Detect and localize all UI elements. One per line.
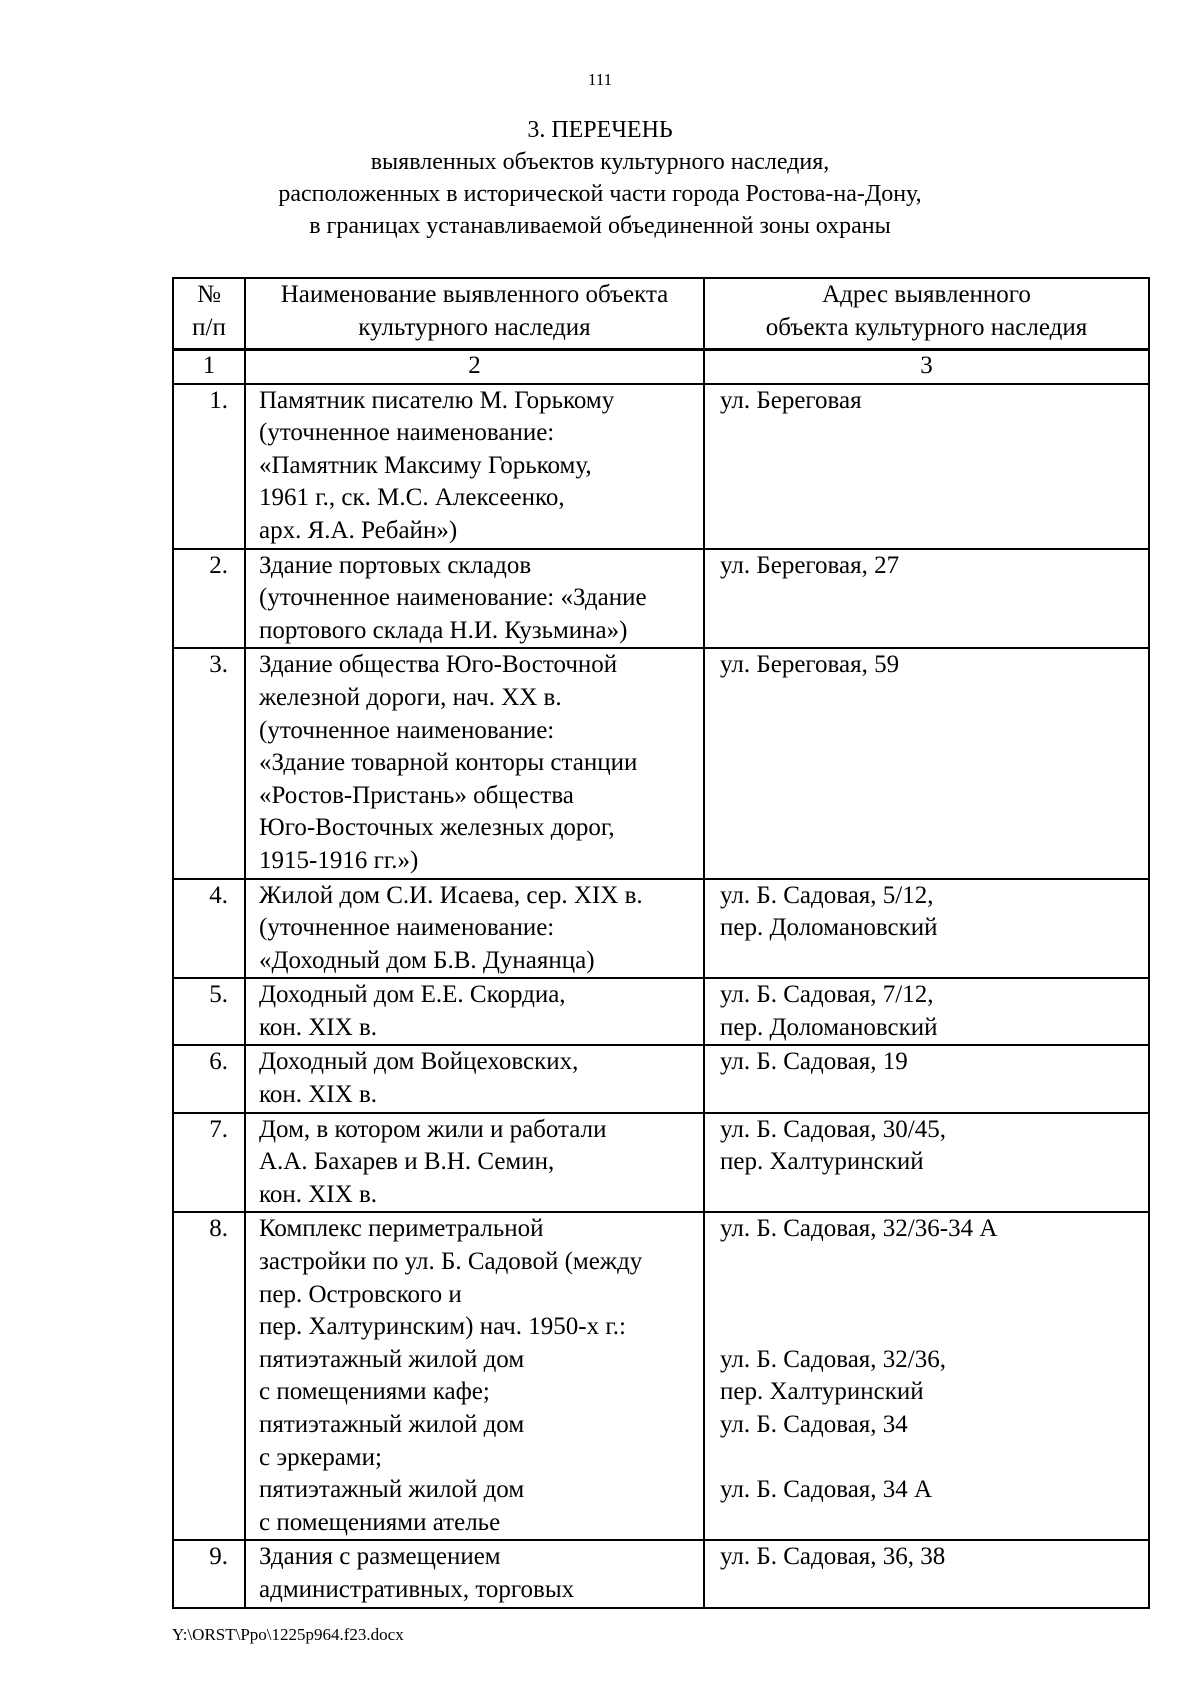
page-number: 111 <box>587 70 613 89</box>
object-address-cell <box>704 1113 1149 1213</box>
object-name-line: кон. XIX в. <box>259 1180 377 1208</box>
object-address-line: ул. Б. Садовая, 19 <box>720 1048 908 1076</box>
document-title <box>0 114 1200 242</box>
object-name-line: Комплекс периметральной <box>259 1215 544 1243</box>
object-address-line: ул. Б. Садовая, 32/36, <box>720 1345 946 1373</box>
object-address-line: пер. Халтуринский <box>720 1148 924 1176</box>
column-number: 3 <box>704 349 1149 384</box>
title-line: расположенных в исторической части города Ростова-на-Дону, <box>278 181 922 207</box>
object-name-line: Здание портовых складов <box>259 551 532 579</box>
header-text: культурного наследия <box>358 313 591 341</box>
object-name-line: кон. XIX в. <box>259 1081 377 1109</box>
file-path-footer: Y:\ORST\Ppo\1225p964.f23.docx <box>172 1625 404 1644</box>
object-address-cell <box>704 384 1149 549</box>
table-header <box>172 277 1150 351</box>
object-name-cell <box>245 549 704 649</box>
object-address-line: ул. Б. Садовая, 7/12, <box>720 981 934 1009</box>
object-name-line: Юго-Восточных железных дорог, <box>259 814 615 842</box>
object-name-line: Дом, в котором жили и работали <box>259 1115 607 1143</box>
object-name-line: 1915-1916 гг.») <box>259 846 419 874</box>
object-name-line: пер. Островского и <box>259 1280 462 1308</box>
title-line: выявленных объектов культурного наследия, <box>370 149 830 175</box>
object-name-line: Здание общества Юго-Восточной <box>259 651 618 679</box>
object-name-line: 1961 г., ск. М.С. Алексеенко, <box>259 484 565 512</box>
object-address-cell <box>704 1045 1149 1112</box>
object-name-line: Памятник писателю М. Горькому <box>259 386 615 414</box>
object-name-line: (уточненное наименование: <box>259 419 555 447</box>
row-number: 5. <box>173 978 245 1045</box>
object-name-cell <box>245 1212 704 1540</box>
header-num <box>173 278 245 350</box>
object-name-line: с эркерами; <box>259 1443 382 1471</box>
object-name-line: А.А. Бахарев и В.Н. Семин, <box>259 1148 555 1176</box>
table-row <box>173 648 1149 878</box>
table-row <box>173 1540 1149 1607</box>
object-name-line: (уточненное наименование: <box>259 716 555 744</box>
object-name-line: «Доходный дом Б.В. Дунаянца) <box>259 946 595 974</box>
header-address <box>704 278 1149 350</box>
object-address-cell <box>704 648 1149 878</box>
object-name-line: «Памятник Максиму Горькому, <box>259 451 592 479</box>
row-number: 7. <box>173 1113 245 1213</box>
column-number: 2 <box>245 349 704 384</box>
table-row <box>173 1212 1149 1540</box>
object-name-line: железной дороги, нач. XX в. <box>259 683 562 711</box>
object-address-line <box>720 1279 1148 1312</box>
object-name-line: пер. Халтуринским) нач. 1950-х г.: <box>259 1313 626 1341</box>
object-address-cell <box>704 1540 1149 1607</box>
object-name-cell <box>245 978 704 1045</box>
header-row <box>173 278 1149 350</box>
object-name-line: Жилой дом С.И. Исаева, сер. XIX в. <box>259 881 643 909</box>
object-name-line: с помещениями ателье <box>259 1508 501 1536</box>
column-number-row <box>173 349 1149 384</box>
object-address-line <box>720 1311 1148 1344</box>
object-name-line: (уточненное наименование: «Здание <box>259 584 647 612</box>
object-address-cell <box>704 549 1149 649</box>
objects-table <box>172 348 1150 1609</box>
object-name-line: застройки по ул. Б. Садовой (между <box>259 1248 643 1276</box>
object-address-cell <box>704 1212 1149 1540</box>
object-name-line: кон. XIX в. <box>259 1013 377 1041</box>
object-name-line: (уточненное наименование: <box>259 914 555 942</box>
row-number: 2. <box>173 549 245 649</box>
object-address-line: ул. Б. Садовая, 32/36-34 А <box>720 1215 998 1243</box>
title-line: в границах устанавливаемой объединенной зоны охраны <box>309 213 891 239</box>
object-address-line <box>720 1442 1148 1475</box>
object-name-cell <box>245 1045 704 1112</box>
row-number: 8. <box>173 1212 245 1540</box>
object-name-line: арх. Я.А. Ребайн») <box>259 516 458 544</box>
object-address-line: ул. Береговая <box>720 386 862 414</box>
object-name-line: с помещениями кафе; <box>259 1378 490 1406</box>
object-address-line: ул. Береговая, 59 <box>720 651 900 679</box>
object-name-line: «Здание товарной конторы станции <box>259 749 638 777</box>
object-name-line: «Ростов-Пристань» общества <box>259 781 574 809</box>
table-row <box>173 1113 1149 1213</box>
table-row <box>173 879 1149 979</box>
object-name-line: Доходный дом Войцеховских, <box>259 1048 579 1076</box>
object-name-line: пятиэтажный жилой дом <box>259 1411 525 1438</box>
row-number: 4. <box>173 879 245 979</box>
object-address-line: ул. Б. Садовая, 34 А <box>720 1476 933 1504</box>
object-name-cell <box>245 1540 704 1607</box>
object-name-cell <box>245 879 704 979</box>
object-name-line: пятиэтажный жилой дом <box>259 1345 525 1373</box>
object-address-line: ул. Б. Садовая, 5/12, <box>720 881 934 909</box>
object-address-line: ул. Береговая, 27 <box>720 551 900 579</box>
table-row <box>173 549 1149 649</box>
table-row <box>173 384 1149 549</box>
object-address-line <box>720 1507 1148 1540</box>
object-name-line: Здания с размещением <box>259 1543 501 1571</box>
table-row <box>173 1045 1149 1112</box>
object-name-cell <box>245 648 704 878</box>
object-name-line: портового склада Н.И. Кузьмина») <box>259 616 628 644</box>
object-address-line <box>720 1246 1148 1279</box>
object-address-cell <box>704 978 1149 1045</box>
object-name-line: административных, торговых <box>259 1575 575 1603</box>
object-name-line: Доходный дом Е.Е. Скордиа, <box>259 981 566 1009</box>
header-text: Наименование выявленного объекта <box>280 281 669 308</box>
row-number: 1. <box>173 384 245 549</box>
object-address-line: ул. Б. Садовая, 30/45, <box>720 1115 946 1143</box>
object-address-cell <box>704 879 1149 979</box>
header-text: объекта культурного наследия <box>765 313 1088 341</box>
object-name-cell <box>245 1113 704 1213</box>
row-number: 6. <box>173 1045 245 1112</box>
header-text: Адрес выявленного <box>822 281 1031 308</box>
header-text: п/п <box>192 313 226 341</box>
table-row <box>173 978 1149 1045</box>
object-address-line: ул. Б. Садовая, 34 <box>720 1411 908 1438</box>
row-number: 3. <box>173 648 245 878</box>
object-address-line: ул. Б. Садовая, 36, 38 <box>720 1543 946 1571</box>
object-address-line: пер. Халтуринский <box>720 1378 924 1406</box>
row-number: 9. <box>173 1540 245 1607</box>
object-name-line: пятиэтажный жилой дом <box>259 1476 525 1504</box>
object-address-line: пер. Доломановский <box>720 914 938 942</box>
column-number: 1 <box>173 349 245 384</box>
object-name-cell <box>245 384 704 549</box>
object-address-line: пер. Доломановский <box>720 1013 938 1041</box>
title-heading: 3. ПЕРЕЧЕНЬ <box>527 117 673 143</box>
header-name <box>245 278 704 350</box>
header-text: № <box>197 281 221 308</box>
